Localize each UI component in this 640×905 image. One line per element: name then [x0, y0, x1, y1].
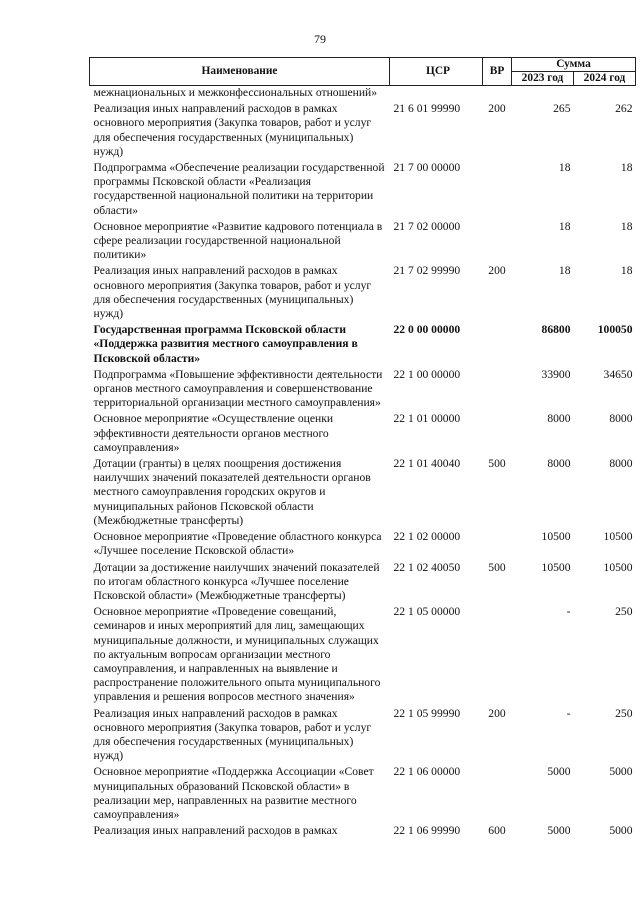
row-vr	[483, 368, 512, 413]
row-amount-2024: 5000	[609, 765, 633, 779]
table-row	[90, 102, 636, 161]
row-amount-2023: -	[566, 605, 571, 619]
row-name: Подпрограмма «Повышение эффективности деятельности органов местного самоуправления и совершенствование территориальной организации местного самоуправления»	[93, 367, 383, 410]
row-amount-2023: 265	[553, 102, 571, 116]
row-csr: 22 1 05 00000	[393, 605, 461, 619]
table-row	[90, 412, 636, 457]
row-vr	[483, 161, 512, 220]
row-name: Реализация иных направлений расходов в рамках основного мероприятия (Закупка товаров, работ и услуг для обеспечения государственных (муниципальных) нужд)	[93, 102, 372, 158]
header-sum: Сумма	[512, 58, 636, 72]
row-amount-2023: 18	[558, 161, 571, 175]
row-amount-2024: 100050	[597, 323, 633, 337]
row-name: Основное мероприятие «Поддержка Ассоциации «Совет муниципальных образований Псковской области» в реализации мер, направленных на развитие местного самоуправления»	[93, 765, 374, 821]
row-amount-2024: 5000	[609, 824, 633, 838]
table-row	[90, 561, 636, 606]
row-name: Реализация иных направлений расходов в рамках основного мероприятия (Закупка товаров, работ и услуг для обеспечения государственных (муниципальных) нужд)	[93, 264, 372, 321]
row-name: Основное мероприятие «Осуществление оценки эффективности деятельности органов местного самоуправления»	[93, 412, 334, 454]
row-csr: 22 1 00 00000	[393, 367, 461, 381]
table-row	[90, 220, 636, 265]
table-row	[90, 707, 636, 766]
row-amount-2024: 18	[620, 161, 633, 175]
row-amount-2024: 18	[620, 219, 633, 233]
row-vr	[483, 765, 512, 824]
row-name: Дотации за достижение наилучших значений показателей по итогам областного конкурса «Лучшее поселение Псковской области» (Межбюджетные трансферты)	[93, 560, 380, 602]
row-csr: 22 0 00 00000	[393, 323, 461, 337]
row-vr	[483, 412, 512, 457]
row-csr: 22 1 05 99990	[393, 706, 461, 720]
row-csr: 22 1 01 40040	[393, 457, 461, 471]
row-csr: 21 7 02 99990	[393, 264, 461, 278]
row-amount-2024: 34650	[603, 367, 633, 381]
table-header	[90, 58, 636, 86]
row-csr: 21 6 01 99990	[393, 102, 461, 116]
row-vr: 600	[488, 824, 506, 838]
row-vr: 200	[488, 102, 506, 116]
row-amount-2024: 10500	[603, 530, 633, 544]
table-row	[90, 457, 636, 530]
row-csr: 21 7 00 00000	[393, 161, 461, 175]
row-amount-2023: 18	[558, 219, 571, 233]
table-row	[90, 323, 636, 368]
header-year-2024: 2024 год	[574, 72, 636, 86]
row-csr: 22 1 02 40050	[393, 560, 461, 574]
row-amount-2024: 250	[615, 706, 633, 720]
table-row	[90, 86, 636, 103]
row-amount-2023: -	[566, 706, 571, 720]
row-amount-2023: 86800	[541, 323, 571, 337]
row-amount-2023: 8000	[547, 457, 571, 471]
row-amount-2023	[512, 86, 574, 103]
row-vr	[483, 323, 512, 368]
header-year-2023: 2023 год	[512, 72, 574, 86]
table-row	[90, 264, 636, 323]
row-amount-2024: 8000	[609, 457, 633, 471]
table-row	[90, 765, 636, 824]
row-amount-2023: 5000	[547, 824, 571, 838]
header-csr: ЦСР	[390, 58, 483, 86]
table-row	[90, 605, 636, 706]
row-vr: 200	[488, 264, 506, 278]
row-name: Основное мероприятие «Проведение совещаний, семинаров и иных мероприятий для лиц, замещающих муниципальные должности, и муниципальных служащих по актуальным вопросам организации местного самоуправления, и направленных на выявление и распространение положительного опыта муниципального управления и решения вопросов местного значения»	[93, 605, 381, 704]
row-csr: 22 1 06 00000	[393, 765, 461, 779]
row-amount-2024: 10500	[603, 560, 633, 574]
row-vr	[483, 220, 512, 265]
table-row	[90, 530, 636, 560]
table-row	[90, 824, 636, 840]
row-name: Реализация иных направлений расходов в рамках основного мероприятия (Закупка товаров, работ и услуг для обеспечения государственных (муниципальных) нужд)	[93, 706, 372, 763]
page-number: 79	[314, 32, 326, 46]
row-amount-2023: 10500	[541, 560, 571, 574]
row-csr	[390, 86, 483, 103]
row-amount-2024	[574, 86, 636, 103]
table-body	[90, 86, 636, 841]
row-amount-2024: 8000	[609, 412, 633, 426]
row-name: Дотации (гранты) в целях поощрения достижения наилучших значений показателей деятельности органов местного самоуправления городских округов и муниципальных районов Псковской области (Межбюджетные трансферты)	[93, 457, 371, 527]
row-amount-2023: 33900	[541, 367, 571, 381]
header-vr: ВР	[483, 58, 512, 86]
row-csr: 22 1 02 00000	[393, 530, 461, 544]
row-vr: 500	[488, 457, 506, 471]
row-amount-2024: 18	[620, 264, 633, 278]
row-vr: 500	[488, 560, 506, 574]
row-vr: 200	[488, 706, 506, 720]
row-name: межнациональных и межконфессиональных отношений»	[93, 86, 378, 99]
table-row	[90, 368, 636, 413]
row-csr: 22 1 06 99990	[393, 824, 461, 838]
row-csr: 21 7 02 00000	[393, 219, 461, 233]
row-csr: 22 1 01 00000	[393, 412, 461, 426]
row-name: Основное мероприятие «Развитие кадрового потенциала в сфере реализации государственной национальной политики»	[93, 219, 383, 262]
row-name: Основное мероприятие «Проведение областного конкурса «Лучшее поселение Псковской области»	[93, 530, 382, 558]
header-name: Наименование	[90, 58, 390, 86]
row-amount-2024: 250	[615, 605, 633, 619]
row-amount-2023: 5000	[547, 765, 571, 779]
row-vr	[483, 605, 512, 706]
table-row	[90, 161, 636, 220]
row-name: Подпрограмма «Обеспечение реализации государственной программы Псковской области «Реализация государственной национальной политики на территории области»	[93, 161, 385, 217]
row-amount-2023: 18	[558, 264, 571, 278]
row-vr	[483, 86, 512, 103]
budget-table	[89, 57, 636, 840]
row-vr	[483, 530, 512, 560]
row-name: Государственная программа Псковской области «Поддержка развития местного самоуправления в Псковской области»	[93, 323, 358, 365]
row-name: Реализация иных направлений расходов в рамках	[93, 824, 338, 838]
row-amount-2023: 10500	[541, 530, 571, 544]
row-amount-2023: 8000	[547, 412, 571, 426]
row-amount-2024: 262	[615, 102, 633, 116]
